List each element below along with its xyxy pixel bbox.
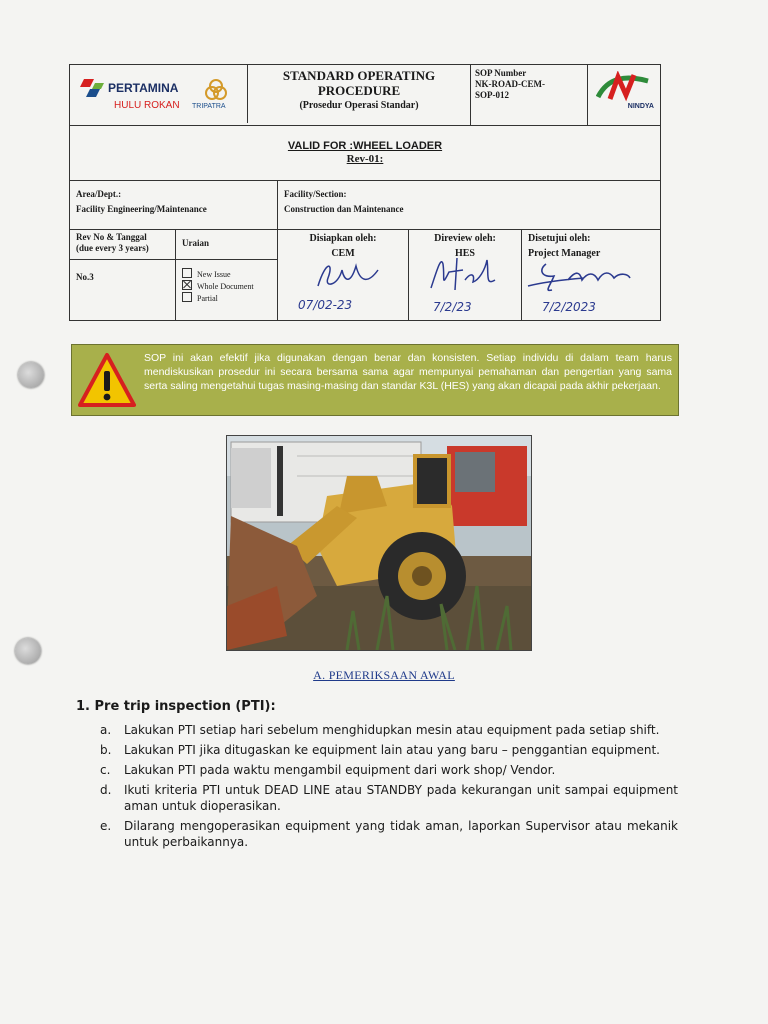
revision-value: No.3 bbox=[76, 272, 94, 282]
company-logos bbox=[70, 65, 248, 123]
uraian-options bbox=[176, 260, 277, 312]
sop-number-line-1: NK-ROAD-CEM- bbox=[475, 79, 545, 89]
document-title bbox=[248, 65, 471, 125]
title-subtitle: (Prosedur Operasi Standar) bbox=[299, 100, 419, 111]
area-label: Area/Dept.: bbox=[76, 189, 122, 199]
option-new-issue bbox=[182, 268, 271, 280]
option-label: New Issue bbox=[197, 270, 231, 279]
reviewed-by: HES bbox=[454, 248, 475, 259]
pertamina-name: PERTAMINA bbox=[108, 81, 179, 95]
approved-date: 7/2/2023 bbox=[542, 300, 596, 314]
approved-by-cell bbox=[522, 230, 660, 320]
pti-list bbox=[100, 722, 678, 854]
warning-banner bbox=[71, 344, 679, 416]
checkbox-icon bbox=[182, 292, 192, 302]
list-item bbox=[100, 722, 678, 738]
tripatra-logo-icon bbox=[204, 79, 228, 101]
revision-text: Rev-01: bbox=[346, 153, 384, 165]
prepared-by-cell bbox=[278, 230, 409, 320]
pertamina-logo-icon bbox=[80, 77, 104, 101]
item-letter: d. bbox=[100, 783, 112, 797]
approved-by: Project Manager bbox=[528, 248, 601, 259]
sop-number-cell bbox=[471, 65, 588, 125]
title-line-1: STANDARD OPERATING bbox=[282, 68, 436, 83]
approved-signature-icon bbox=[524, 256, 636, 296]
uraian-column bbox=[176, 230, 278, 320]
reviewed-signature-icon bbox=[423, 250, 503, 298]
item-letter: a. bbox=[100, 723, 112, 737]
punch-hole-bottom bbox=[15, 638, 41, 664]
warning-icon bbox=[78, 351, 136, 409]
list-item bbox=[100, 818, 678, 850]
punch-hole-top bbox=[18, 362, 44, 388]
valid-for-text: VALID FOR :WHEEL LOADER bbox=[287, 140, 443, 152]
nindya-logo-icon bbox=[596, 71, 650, 105]
item-text: Lakukan PTI setiap hari sebelum menghidupkan mesin atau equipment pada setiap shift. bbox=[124, 723, 660, 737]
pti-heading: 1. Pre trip inspection (PTI): bbox=[76, 699, 276, 714]
tripatra-name: TRIPATRA bbox=[192, 103, 226, 110]
item-letter: e. bbox=[100, 819, 112, 833]
prepared-by: CEM bbox=[331, 248, 355, 259]
prepared-date: 07/02-23 bbox=[298, 298, 353, 312]
list-item bbox=[100, 762, 678, 778]
item-text: Lakukan PTI pada waktu mengambil equipment dari work shop/ Vendor. bbox=[124, 763, 556, 777]
title-line-2: PROCEDURE bbox=[317, 83, 401, 98]
area-cell bbox=[70, 181, 278, 229]
item-text: Dilarang mengoperasikan equipment yang tidak aman, laporkan Supervisor atau mekanik untuk perbaikannya. bbox=[124, 819, 678, 849]
reviewed-label: Direview oleh: bbox=[434, 233, 496, 244]
checkbox-icon bbox=[182, 268, 192, 278]
sop-number-label: SOP Number bbox=[475, 68, 527, 78]
wheel-loader-photo bbox=[226, 435, 532, 651]
list-item bbox=[100, 742, 678, 758]
nindya-logo bbox=[588, 65, 660, 125]
revision-header bbox=[70, 230, 175, 260]
option-whole-document bbox=[182, 280, 271, 292]
facility-cell bbox=[278, 181, 660, 229]
approved-label: Disetujui oleh: bbox=[528, 233, 591, 244]
option-partial bbox=[182, 292, 271, 304]
reviewed-by-cell bbox=[409, 230, 522, 320]
valid-for-cell bbox=[70, 126, 660, 180]
facility-label: Facility/Section: bbox=[284, 189, 347, 199]
facility-value: Construction dan Maintenance bbox=[284, 204, 404, 214]
sop-header-table bbox=[69, 64, 661, 321]
area-value: Facility Engineering/Maintenance bbox=[76, 204, 207, 214]
item-letter: b. bbox=[100, 743, 112, 757]
item-text: Lakukan PTI jika ditugaskan ke equipment lain atau yang baru – penggantian equipment. bbox=[124, 743, 660, 757]
reviewed-date: 7/2/23 bbox=[433, 300, 472, 314]
nindya-name: NINDYA bbox=[627, 103, 654, 110]
checked-checkbox-icon bbox=[182, 280, 192, 290]
option-label: Partial bbox=[197, 294, 218, 303]
item-text: Ikuti kriteria PTI untuk DEAD LINE atau STANDBY pada kekurangan unit sampai equipment aman untuk dioperasikan. bbox=[124, 783, 678, 813]
revision-column bbox=[70, 230, 176, 320]
prepared-signature-icon bbox=[308, 256, 388, 296]
list-item bbox=[100, 782, 678, 814]
uraian-header: Uraian bbox=[176, 230, 277, 260]
item-letter: c. bbox=[100, 763, 111, 777]
sop-number-line-2: SOP-012 bbox=[475, 90, 510, 100]
section-title: A. PEMERIKSAAN AWAL bbox=[313, 668, 455, 682]
revision-header-line-2: (due every 3 years) bbox=[76, 243, 149, 253]
pertamina-subtitle: HULU ROKAN bbox=[114, 100, 180, 111]
option-label: Whole Document bbox=[197, 282, 254, 291]
prepared-label: Disiapkan oleh: bbox=[309, 233, 377, 244]
revision-header-line-1: Rev No & Tanggal bbox=[76, 232, 147, 242]
warning-text: SOP ini akan efektif jika digunakan dengan benar dan konsisten. Setiap individu di dalam team harus mendiskusikan prosedur ini secara bersama sama agar mempunyai pemahaman dan pengertian yang sama serta saling mengetahui tugas masing-masing dan standar K3L (HES) yang akan dicapai pada akhir pekerjaan. bbox=[144, 352, 672, 392]
wheel-loader-image-icon bbox=[227, 436, 531, 650]
